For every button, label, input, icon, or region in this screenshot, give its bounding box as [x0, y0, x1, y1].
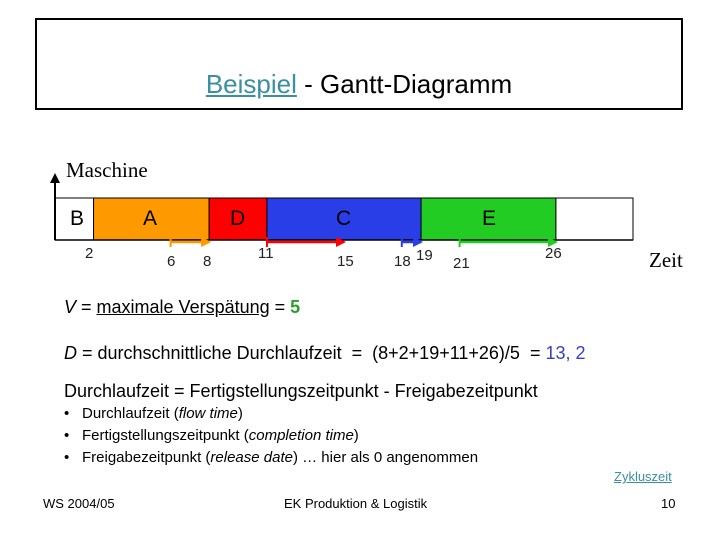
max-delay-text: maximale Verspätung — [96, 297, 270, 317]
v-symbol: V — [64, 297, 77, 317]
tick-label: 21 — [453, 255, 470, 272]
list-item: • Fertigstellungszeitpunkt (completion time) — [64, 427, 359, 444]
gantt-bar-idle — [556, 198, 633, 240]
zykluszeit-link[interactable]: Zykluszeit — [614, 469, 672, 484]
avg-flowtime-text: = durchschnittliche Durchlaufzeit = (8+2+19+11+26)/5 = — [77, 343, 546, 363]
tick-label: 11 — [258, 245, 274, 262]
job-label-c: C — [336, 207, 352, 230]
avg-flowtime-value: 13, 2 — [545, 343, 586, 363]
avg-flowtime-line — [64, 343, 586, 364]
title-rest: - Gantt-Diagramm — [296, 69, 513, 99]
job-label-b: B — [70, 207, 85, 230]
job-label-a: A — [143, 207, 158, 230]
definition-list — [64, 405, 478, 471]
flowtime-definition: Durchlaufzeit = Fertigstellungszeitpunkt - Freigabezeitpunkt — [64, 381, 538, 401]
max-delay-line — [64, 297, 300, 318]
x-axis-label: Zeit — [649, 248, 683, 272]
tick-label: 18 — [394, 253, 411, 270]
tick-label: 2 — [85, 245, 94, 262]
d-symbol: D — [64, 343, 77, 363]
tick-label: 15 — [337, 253, 354, 270]
footer-semester: WS 2004/05 — [43, 496, 115, 511]
line1-equals-b: = — [269, 297, 291, 317]
footer-course: EK Produktion & Logistik — [284, 496, 428, 511]
list-item: • Freigabezeitpunkt (release date) … hier als 0 angenommen — [64, 449, 479, 466]
tick-label: 19 — [416, 247, 433, 264]
line1-equals-a: = — [76, 297, 97, 317]
tick-label: 6 — [167, 253, 176, 270]
y-axis-label: Maschine — [66, 158, 148, 182]
job-label-e: E — [482, 207, 497, 230]
job-label-d: D — [230, 207, 246, 230]
tick-label: 26 — [545, 245, 562, 262]
page-number: 10 — [661, 496, 676, 511]
list-item: • Durchlaufzeit (flow time) — [64, 405, 243, 422]
beispiel-link[interactable]: Beispiel — [205, 69, 297, 99]
tick-label: 8 — [203, 253, 212, 270]
max-delay-value: 5 — [290, 297, 301, 317]
